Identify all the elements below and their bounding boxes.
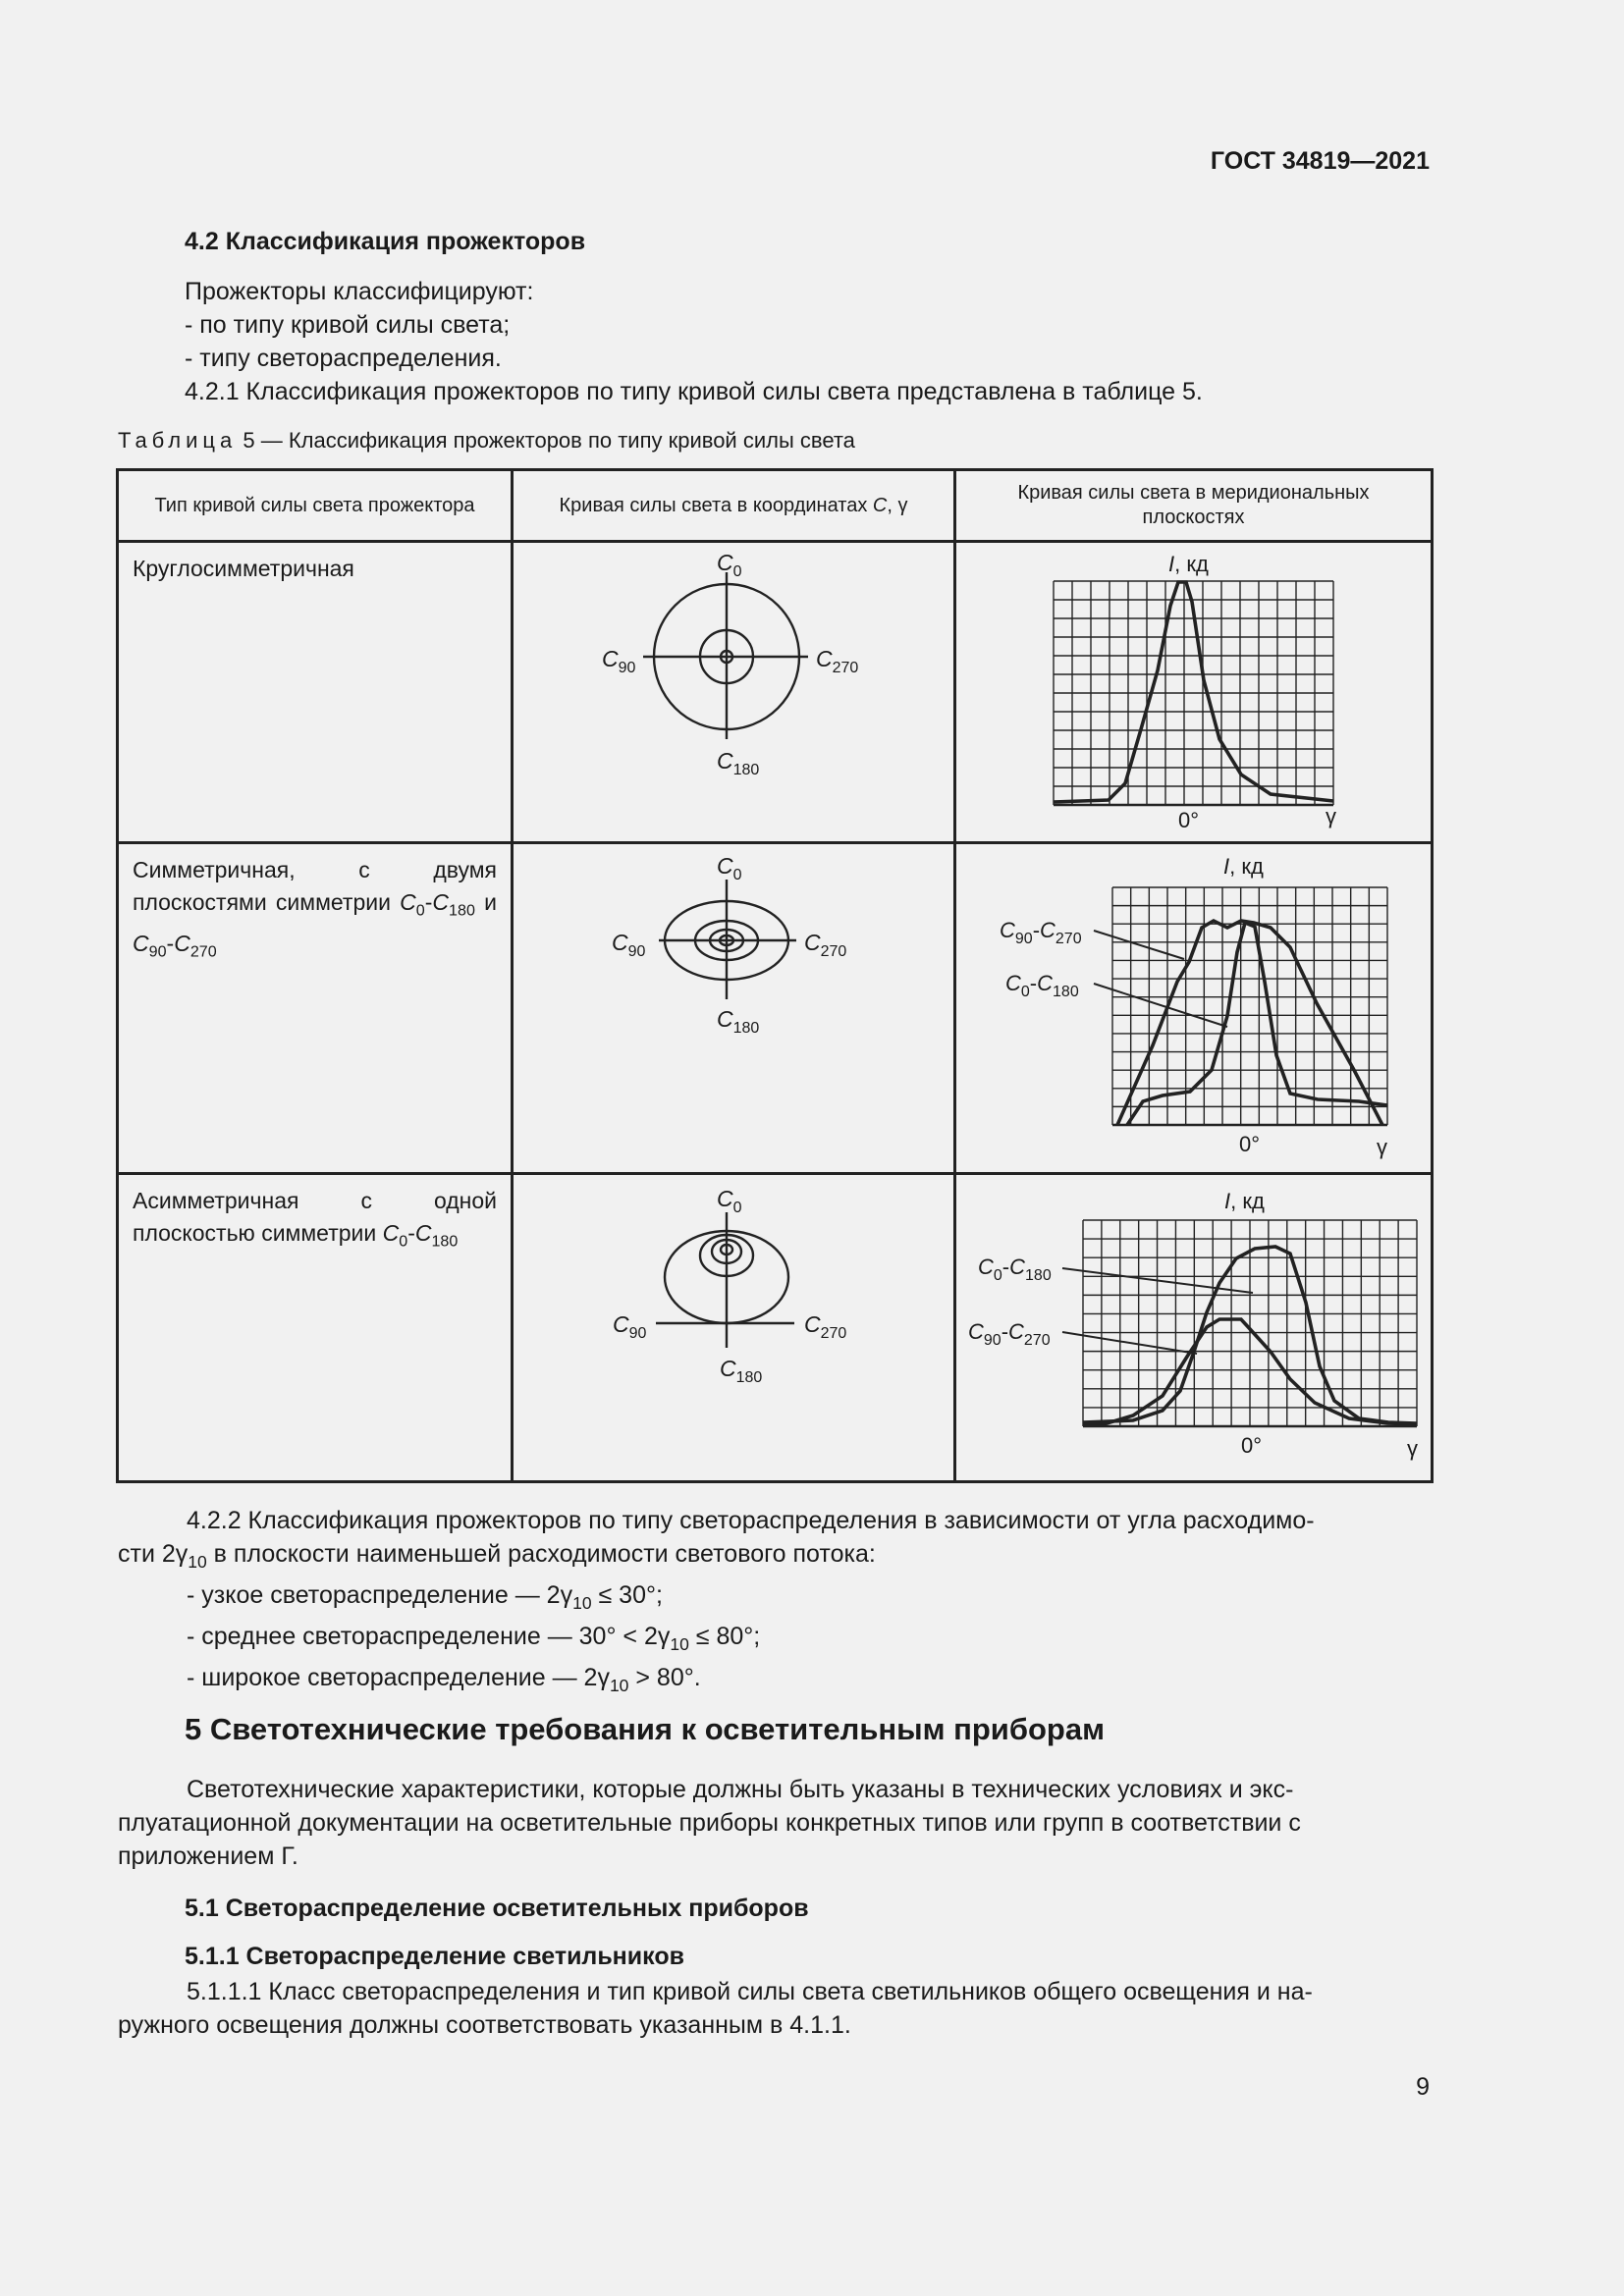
table-row [118,1174,1433,1482]
row-type-text: Симметричная, с двумя плоскостями симметрии $C_0-C_{180}$ и $C_{90}-C_{270}$ [133,857,497,961]
document-id: ГОСТ 34819—2021 [1210,147,1430,175]
row-type-text: Круглосимметричная [133,556,354,581]
paragraph-line: ружного освещения должны соответствовать указанным в 4.1.1. [118,2011,851,2039]
ksc-curve [1054,582,1333,802]
label-zero-deg: 0° [1239,1132,1261,1156]
label-intensity: I, кд [1224,1189,1265,1213]
list-item: - широкое светораспределение — $2\gamma_{10} > 80^\circ$. [187,1664,701,1695]
leader-c90-c270 [1094,931,1184,959]
label-gamma: γ [1326,804,1336,828]
label-c180: $C_{180}$ [717,1006,760,1037]
page-number: 9 [1416,2073,1430,2101]
ksc-chart-cell [955,843,1433,1174]
header-curve-type: Тип кривой силы света прожектора [118,470,513,542]
ksc-chart-round [956,543,1434,841]
header-meridional [955,470,1433,542]
section-4-2-text [185,275,1203,408]
header-meridional-text: Кривая силы света в меридиональных плоскостях [1017,482,1370,528]
list-item: - типу светораспределения. [185,345,502,372]
row-type-cell [118,843,513,1174]
polar-diagram-cell [513,542,955,843]
label-c90: $C_{90}$ [612,930,646,960]
caption-title: 5 — Классификация прожекторов по типу кривой силы света [237,428,855,453]
label-intensity: I, кд [1223,854,1264,879]
section-5-1-1-paragraph [118,1975,1430,2042]
list-item: - узкое светораспределение — $2\gamma_{10} \le 30^\circ$; [187,1581,663,1613]
caption-prefix: Таблица [118,428,238,453]
table-header-row [118,470,1433,542]
label-c270: $C_{270}$ [804,930,847,960]
label-zero-deg: 0° [1241,1433,1263,1458]
section-5-1-1-title: 5.1.1 Светораспределение светильников [185,1943,684,1970]
polar-diagram-round [514,543,956,841]
label-c0: $C_0$ [717,1186,742,1216]
label-c180: $C_{180}$ [717,748,760,778]
table-caption [118,428,855,454]
section-4-2-title: 4.2 Классификация прожекторов [185,228,586,255]
ksc-chart-cell [955,1174,1433,1482]
paragraph-line: 4.2.2 Классификация прожекторов по типу светораспределения в зависимости от угла расходимо- [187,1507,1315,1534]
section-5-1-title: 5.1 Светораспределение осветительных приборов [185,1895,809,1922]
header-c-gamma: Кривая силы света в координатах C, γ [513,470,955,542]
ksc-chart-symmetric [956,844,1434,1172]
paragraph-line: 4.2.1 Классификация прожекторов по типу кривой силы света представлена в таблице 5. [185,378,1203,405]
section-5-paragraph [118,1773,1430,1873]
table-row [118,542,1433,843]
label-curve-c90-c270: $C_{90}-C_{270}$ [968,1319,1051,1349]
label-zero-deg: 0° [1178,808,1200,832]
paragraph-line: плуатационной документации на осветительные приборы конкретных типов или групп в соответствии с [118,1809,1301,1837]
polar-diagram-symmetric [514,844,956,1172]
label-c180: $C_{180}$ [720,1356,763,1386]
section-4-2-2 [118,1504,1430,1702]
label-c0: $C_0$ [717,853,742,883]
paragraph-line: приложением Г. [118,1842,298,1870]
list-item: - по типу кривой силы света; [185,311,511,339]
label-c270: $C_{270}$ [816,646,859,676]
paragraph-line: Светотехнические характеристики, которые должны быть указаны в технических условиях и экс- [187,1776,1294,1803]
label-intensity: I, кд [1168,552,1209,576]
polar-diagram-asymmetric [514,1175,956,1480]
polar-diagram-cell [513,843,955,1174]
row-type-cell [118,1174,513,1482]
label-curve-c0-c180: $C_0-C_{180}$ [1005,971,1079,1000]
ksc-chart-cell [955,542,1433,843]
row-type-text: Асимметричная с одной плоскостью симметрии $C_0-C_{180}$ [133,1188,497,1251]
classification-table [116,468,1434,1483]
label-curve-c0-c180: $C_0-C_{180}$ [978,1255,1052,1284]
list-item: - среднее светораспределение — $30^\circ < 2\gamma_{10} \le 80^\circ$; [187,1623,761,1654]
ksc-chart-asymmetric [956,1175,1434,1480]
paragraph-line: Прожекторы классифицируют: [185,278,534,305]
label-gamma: γ [1377,1135,1387,1159]
polar-diagram-cell [513,1174,955,1482]
label-c270: $C_{270}$ [804,1311,847,1342]
label-c0: $C_0$ [717,550,742,580]
label-gamma: γ [1407,1436,1418,1461]
row-type-cell [118,542,513,843]
label-c90: $C_{90}$ [602,646,636,676]
label-curve-c90-c270: $C_{90}-C_{270}$ [1000,918,1082,947]
paragraph-line: сти $2\gamma_{10}$ в плоскости наименьшей расходимости светового потока: [118,1540,876,1572]
label-c90: $C_{90}$ [613,1311,647,1342]
table-row [118,843,1433,1174]
paragraph-line: 5.1.1.1 Класс светораспределения и тип кривой силы света светильников общего освещения и на- [187,1978,1313,2005]
section-5-title: 5 Светотехнические требования к осветительным приборам [185,1712,1106,1746]
